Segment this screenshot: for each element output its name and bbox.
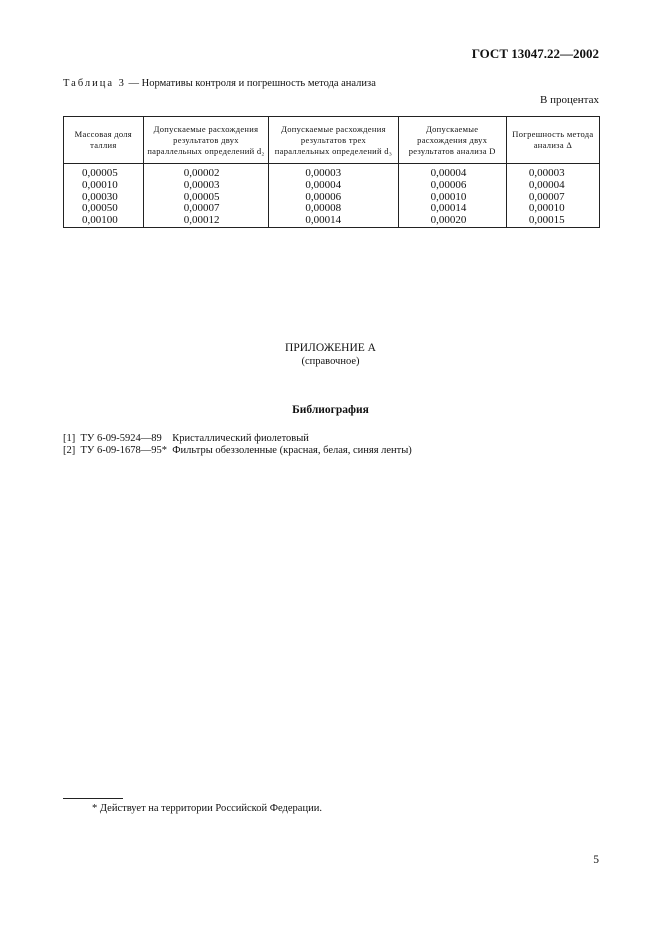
table-cell: 0,00008 [305, 202, 342, 215]
table-body-row [64, 164, 600, 228]
header-mass-fraction: Массовая доля таллия [64, 117, 144, 164]
column-D [398, 164, 506, 228]
table-cell: 0,00006 [430, 178, 467, 191]
table-caption-text: — Нормативы контроля и погрешность метода анализа [125, 78, 376, 89]
footnote-divider [63, 798, 123, 799]
table-cell: 0,00014 [305, 214, 342, 227]
table-header-row [64, 117, 600, 164]
table-cell: 0,00004 [528, 178, 565, 191]
table-caption-label: Таблица 3 [63, 78, 126, 89]
table-cell: 0,00010 [528, 202, 565, 215]
bibliography-item: [1] ТУ 6-09-5924—89 Кристаллический фиолетовый [63, 433, 309, 444]
table-cell: 0,00012 [183, 214, 220, 227]
appendix-subtitle: (справочное) [301, 356, 360, 367]
header-error: Погрешность метода анализа Δ [506, 117, 599, 164]
table-cell: 0,00005 [183, 190, 220, 203]
table-caption [63, 78, 376, 89]
header-D: Допускаемые расхождения двух результатов анализа D [398, 117, 506, 164]
table-cell: 0,00010 [82, 178, 118, 191]
table-cell: 0,00005 [82, 167, 118, 179]
column-d3 [269, 164, 398, 228]
column-mass-fraction [64, 164, 144, 228]
table-cell: 0,00003 [183, 178, 220, 191]
table-cell: 0,00014 [430, 202, 467, 215]
table-cell: 0,00002 [183, 167, 220, 179]
page-number: 5 [593, 854, 599, 866]
table-cell: 0,00003 [528, 167, 565, 179]
header-d3: Допускаемые расхождения результатов трех параллельных определений d₃ [269, 117, 398, 164]
table-cell: 0,00010 [430, 190, 467, 203]
appendix-title: ПРИЛОЖЕНИЕ А [285, 342, 376, 354]
table-cell: 0,00007 [528, 190, 565, 203]
table-cell: 0,00006 [305, 190, 342, 203]
footnote: * Действует на территории Российской Федерации. [92, 803, 322, 814]
column-error [506, 164, 599, 228]
norms-table [63, 116, 600, 228]
table-cell: 0,00020 [430, 214, 467, 227]
table-cell: 0,00050 [82, 202, 118, 215]
bibliography-item: [2] ТУ 6-09-1678—95* Фильтры обеззоленные (красная, белая, синяя ленты) [63, 445, 412, 456]
table-cell: 0,00015 [528, 214, 565, 227]
table-cell: 0,00030 [82, 190, 118, 203]
bibliography-title: Библиография [292, 404, 369, 416]
document-id: ГОСТ 13047.22—2002 [471, 46, 599, 61]
table-cell: 0,00004 [305, 178, 342, 191]
column-d2 [143, 164, 269, 228]
table-cell: 0,00100 [82, 214, 118, 227]
table-cell: 0,00007 [183, 202, 220, 215]
table-units: В процентах [540, 94, 599, 106]
table-cell: 0,00003 [305, 167, 342, 179]
header-d2: Допускаемые расхождения результатов двух параллельных определений d₂ [143, 117, 269, 164]
table-cell: 0,00004 [430, 167, 467, 179]
